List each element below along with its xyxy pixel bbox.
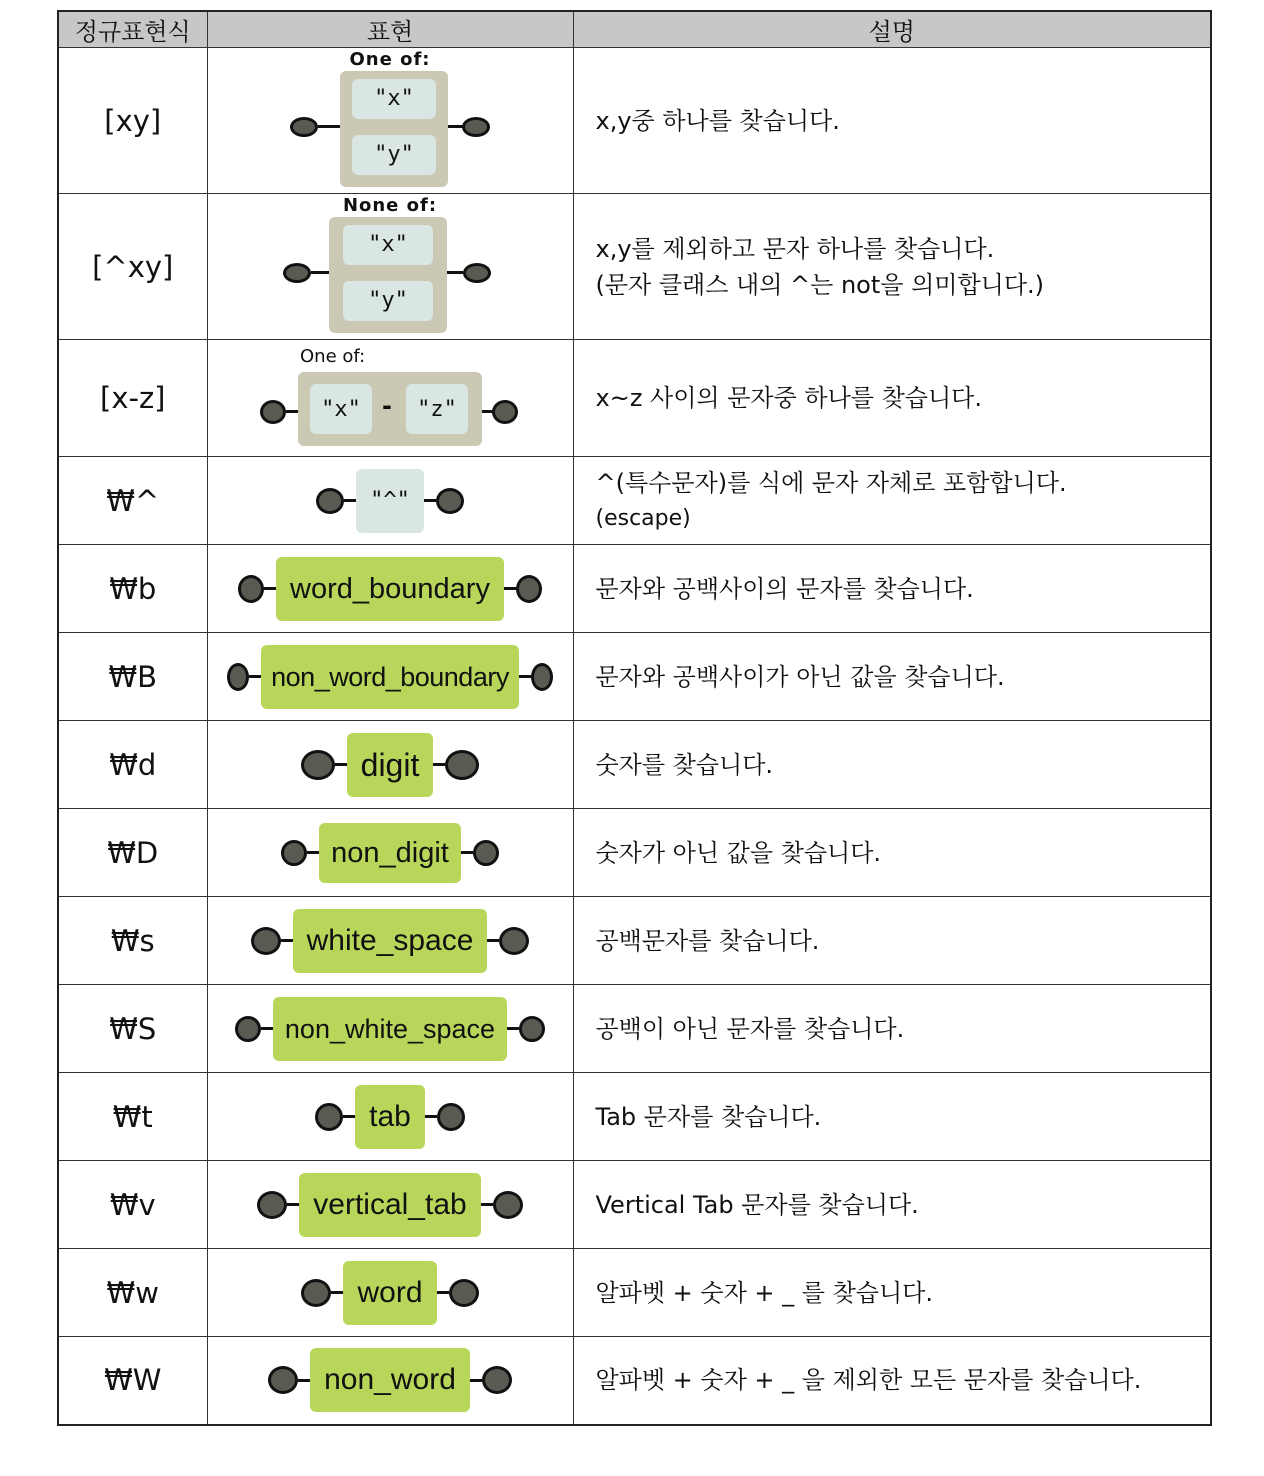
choice-item: "x" (352, 79, 436, 119)
start-node (290, 117, 318, 137)
connector (343, 1115, 355, 1118)
description-line: x~z 사이의 문자중 하나를 찾습니다. (595, 384, 982, 412)
diagram-cell (207, 721, 573, 809)
character-class-box: word (343, 1261, 436, 1325)
regex-cell: ₩s (58, 897, 207, 985)
start-node (235, 1016, 261, 1042)
description-cell (573, 457, 1211, 545)
table-row (58, 1073, 1211, 1161)
table-row (58, 1249, 1211, 1337)
regex-reference-table (57, 10, 1212, 1426)
diagram-cell (207, 545, 573, 633)
description-cell (573, 48, 1211, 194)
railroad-diagram (238, 557, 542, 621)
connector (344, 499, 356, 502)
range-end: "z" (406, 384, 468, 434)
regex-cell: [xy] (58, 48, 207, 194)
end-node (463, 263, 491, 283)
connector (425, 1115, 437, 1118)
connector (461, 851, 473, 854)
connector (507, 1027, 519, 1030)
connector (281, 939, 293, 942)
choice-item: "y" (352, 135, 436, 175)
character-class-box: white_space (293, 909, 488, 973)
diagram-cell (207, 809, 573, 897)
railroad-diagram (281, 823, 499, 883)
table-row (58, 457, 1211, 545)
diagram-cell (207, 194, 573, 340)
table-row (58, 809, 1211, 897)
table-row (58, 897, 1211, 985)
connector (249, 675, 261, 678)
diagram-cell (207, 633, 573, 721)
end-node (499, 927, 529, 955)
regex-cell: ₩S (58, 985, 207, 1073)
description-line: 문자와 공백사이가 아닌 값을 찾습니다. (595, 662, 1005, 691)
regex-cell: ₩t (58, 1073, 207, 1161)
railroad-diagram (301, 1261, 478, 1325)
start-node (283, 263, 311, 283)
header-row (58, 11, 1211, 48)
description-line: 공백이 아닌 문자를 찾습니다. (595, 1014, 905, 1043)
start-node (301, 750, 335, 780)
connector (318, 125, 340, 128)
character-class-box: digit (347, 733, 434, 797)
end-node (531, 663, 553, 691)
description-line: 공백문자를 찾습니다. (595, 926, 820, 955)
description-line: x,y중 하나를 찾습니다. (595, 106, 840, 135)
railroad-diagram (316, 469, 464, 533)
description-cell (573, 633, 1211, 721)
description-cell (573, 985, 1211, 1073)
connector (307, 851, 319, 854)
regex-cell: [x-z] (58, 340, 207, 457)
end-node (482, 1366, 512, 1394)
description-line: (escape) (595, 505, 691, 531)
range-dash: - (382, 392, 392, 420)
railroad-diagram (257, 1173, 522, 1237)
connector (481, 1203, 493, 1206)
diagram-cell (207, 48, 573, 194)
connector (433, 763, 445, 766)
table-row (58, 985, 1211, 1073)
connector (519, 675, 531, 678)
regex-cell: [^xy] (58, 194, 207, 340)
end-node (516, 575, 542, 603)
character-class-box: non_word (310, 1348, 470, 1412)
end-node (437, 1103, 465, 1131)
table-row (58, 721, 1211, 809)
description-line: (문자 클래스 내의 ^는 not을 의미합니다.) (595, 270, 1044, 299)
character-class-box: non_white_space (273, 997, 507, 1061)
connector (286, 410, 298, 413)
railroad-diagram (251, 909, 530, 973)
diagram-cell (207, 340, 573, 457)
description-line: 알파벳 + 숫자 + _ 를 찾습니다. (595, 1278, 933, 1307)
end-node (445, 750, 479, 780)
railroad-diagram (235, 997, 545, 1061)
header-expression: 표현 (207, 11, 573, 48)
connector (264, 587, 276, 590)
diagram-caption: One of: (349, 48, 431, 70)
connector (504, 587, 516, 590)
end-node (493, 1191, 523, 1219)
end-node (492, 400, 518, 424)
diagram-caption: None of: (342, 194, 438, 216)
railroad-diagram (315, 1085, 465, 1149)
regex-cell: ₩D (58, 809, 207, 897)
end-node (436, 488, 464, 514)
start-node (251, 927, 281, 955)
connector (331, 1291, 343, 1294)
end-node (462, 117, 490, 137)
choice-group (329, 217, 447, 333)
regex-cell: ₩B (58, 633, 207, 721)
description-cell (573, 721, 1211, 809)
range-start: "x" (310, 384, 372, 434)
start-node (315, 1103, 343, 1131)
end-node (519, 1016, 545, 1042)
regex-cell: ₩W (58, 1337, 207, 1425)
diagram-caption: One of: (300, 346, 366, 367)
header-description: 설명 (573, 11, 1211, 48)
description-cell (573, 809, 1211, 897)
header-regex: 정규표현식 (58, 11, 207, 48)
start-node (238, 575, 264, 603)
diagram-cell (207, 897, 573, 985)
connector (261, 1027, 273, 1030)
start-node (260, 400, 286, 424)
description-cell (573, 897, 1211, 985)
railroad-diagram (301, 733, 480, 797)
connector (447, 271, 463, 274)
connector (311, 271, 329, 274)
description-cell (573, 340, 1211, 457)
description-cell (573, 1161, 1211, 1249)
character-class-box: vertical_tab (299, 1173, 480, 1237)
description-line: ^(특수문자)를 식에 문자 자체로 포함합니다. (595, 468, 1067, 497)
description-cell (573, 1249, 1211, 1337)
end-node (449, 1279, 479, 1307)
description-line: 숫자를 찾습니다. (595, 750, 774, 779)
table-row (58, 1161, 1211, 1249)
character-class-box: non_digit (319, 823, 461, 883)
start-node (257, 1191, 287, 1219)
character-class-box: non_word_boundary (261, 645, 519, 709)
diagram-cell (207, 1073, 573, 1161)
regex-cell: ₩d (58, 721, 207, 809)
railroad-diagram (268, 1348, 512, 1412)
start-node (316, 488, 344, 514)
table-row (58, 340, 1211, 457)
description-line: 알파벳 + 숫자 + _ 을 제외한 모든 문자를 찾습니다. (595, 1366, 1142, 1395)
description-line: Tab 문자를 찾습니다. (595, 1102, 822, 1131)
diagram-cell (207, 1249, 573, 1337)
choice-group (340, 71, 448, 187)
regex-cell: ₩w (58, 1249, 207, 1337)
table-row (58, 1337, 1211, 1425)
diagram-cell (207, 1337, 573, 1425)
diagram-cell (207, 1161, 573, 1249)
choice-item: "x" (343, 225, 433, 265)
range-group (298, 372, 482, 446)
connector (437, 1291, 449, 1294)
regex-cell: ₩b (58, 545, 207, 633)
start-node (301, 1279, 331, 1307)
connector (287, 1203, 299, 1206)
character-class-box: tab (355, 1085, 425, 1149)
description-cell (573, 1337, 1211, 1425)
diagram-cell (207, 457, 573, 545)
description-cell (573, 194, 1211, 340)
start-node (268, 1366, 298, 1394)
description-line: 문자와 공백사이의 문자를 찾습니다. (595, 574, 974, 603)
description-line: 숫자가 아닌 값을 찾습니다. (595, 838, 882, 867)
connector (470, 1379, 482, 1382)
connector (298, 1379, 310, 1382)
start-node (227, 663, 249, 691)
diagram-cell (207, 985, 573, 1073)
description-cell (573, 1073, 1211, 1161)
table-row (58, 545, 1211, 633)
description-line: Vertical Tab 문자를 찾습니다. (595, 1190, 919, 1219)
choice-item: "y" (343, 281, 433, 321)
connector (487, 939, 499, 942)
end-node (473, 840, 499, 866)
start-node (281, 840, 307, 866)
table-row (58, 48, 1211, 194)
description-line: x,y를 제외하고 문자 하나를 찾습니다. (595, 234, 995, 263)
connector (335, 763, 347, 766)
table-row (58, 633, 1211, 721)
regex-cell: ₩^ (58, 457, 207, 545)
table-row (58, 194, 1211, 340)
regex-cell: ₩v (58, 1161, 207, 1249)
character-class-box: word_boundary (276, 557, 504, 621)
description-cell (573, 545, 1211, 633)
literal-box: "^" (356, 469, 424, 533)
connector (424, 499, 436, 502)
railroad-diagram (227, 645, 553, 709)
